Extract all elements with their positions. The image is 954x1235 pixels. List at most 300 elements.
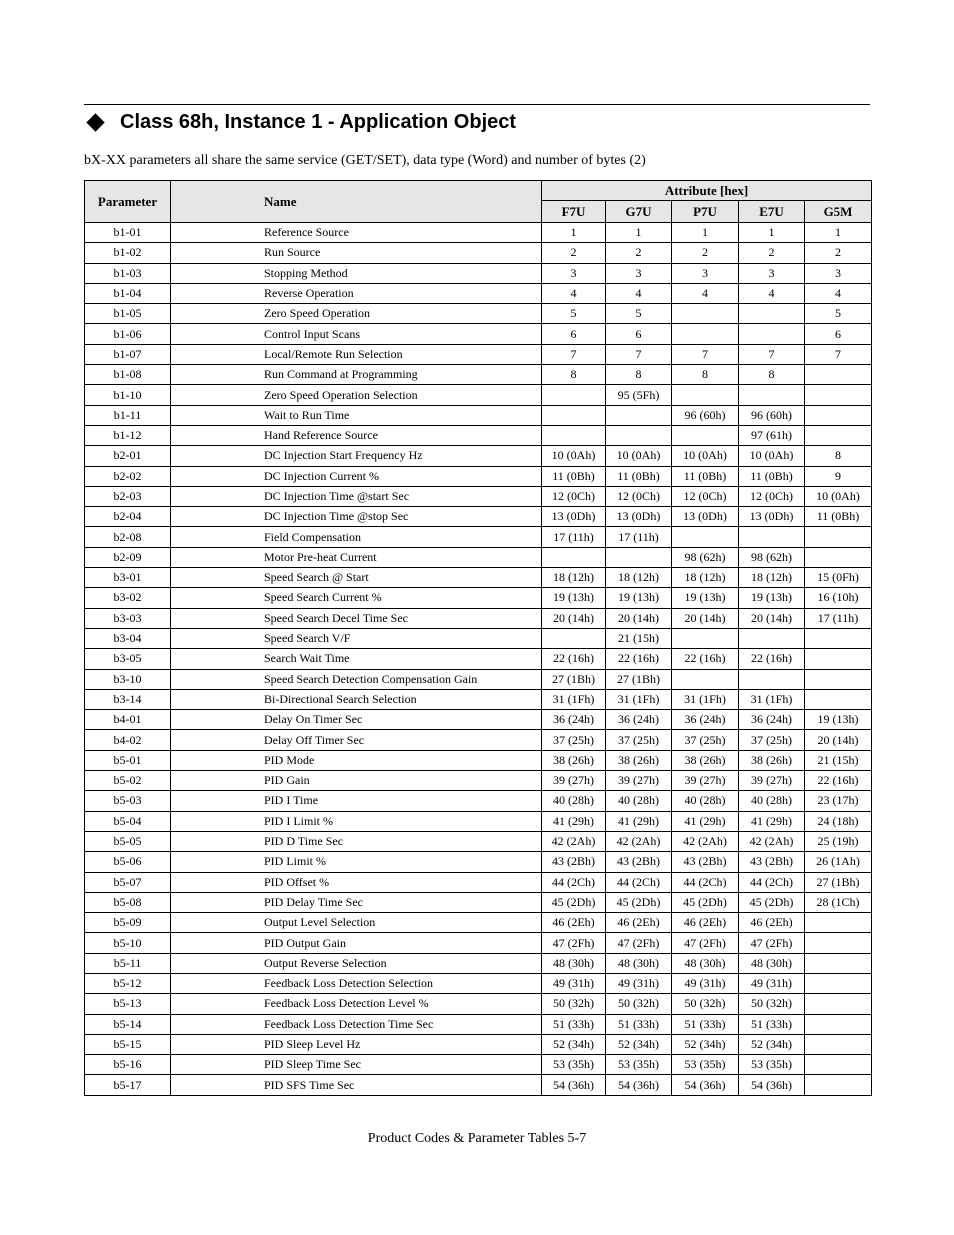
table-row: [85, 649, 872, 669]
column-header-model: G5M: [805, 201, 872, 223]
attribute-value: 17 (11h): [805, 608, 872, 628]
attribute-value: [606, 425, 672, 445]
attribute-value: 5: [805, 304, 872, 324]
column-header-model: E7U: [739, 201, 805, 223]
attribute-value: 19 (13h): [805, 710, 872, 730]
attribute-value: 52 (34h): [542, 1034, 606, 1054]
attribute-value: 49 (31h): [672, 973, 739, 993]
parameter-name: Hand Reference Source: [171, 425, 542, 445]
attribute-value: 43 (2Bh): [542, 852, 606, 872]
attribute-value: 8: [739, 365, 805, 385]
attribute-value: [805, 649, 872, 669]
attribute-value: 4: [672, 283, 739, 303]
attribute-value: 6: [606, 324, 672, 344]
table-row: [85, 852, 872, 872]
table-row: [85, 568, 872, 588]
attribute-value: 26 (1Ah): [805, 852, 872, 872]
attribute-value: [805, 1055, 872, 1075]
table-row: [85, 446, 872, 466]
attribute-value: [805, 385, 872, 405]
table-row: [85, 344, 872, 364]
table-row: [85, 669, 872, 689]
attribute-value: [672, 324, 739, 344]
parameter-name: Local/Remote Run Selection: [171, 344, 542, 364]
parameter-name: Speed Search V/F: [171, 628, 542, 648]
section-heading: [84, 108, 516, 136]
attribute-value: 97 (61h): [739, 425, 805, 445]
attribute-value: 10 (0Ah): [672, 446, 739, 466]
attribute-value: 42 (2Ah): [739, 831, 805, 851]
attribute-value: 11 (0Bh): [542, 466, 606, 486]
attribute-value: 42 (2Ah): [606, 831, 672, 851]
attribute-value: 11 (0Bh): [739, 466, 805, 486]
attribute-value: 36 (24h): [672, 710, 739, 730]
parameter-name: Field Compensation: [171, 527, 542, 547]
table-row: [85, 243, 872, 263]
table-row: [85, 1075, 872, 1095]
page-title: Class 68h, Instance 1 - Application Object: [120, 110, 517, 133]
parameter-code: b3-03: [85, 608, 171, 628]
attribute-value: 4: [739, 283, 805, 303]
attribute-value: [805, 1075, 872, 1095]
attribute-value: 18 (12h): [542, 568, 606, 588]
parameter-name: PID Sleep Time Sec: [171, 1055, 542, 1075]
parameter-name: Wait to Run Time: [171, 405, 542, 425]
attribute-value: 37 (25h): [672, 730, 739, 750]
column-header-attribute: Attribute [hex]: [542, 181, 872, 201]
attribute-value: 2: [542, 243, 606, 263]
attribute-value: 13 (0Dh): [672, 507, 739, 527]
attribute-value: 4: [542, 283, 606, 303]
attribute-value: 46 (2Eh): [739, 913, 805, 933]
column-header-parameter: Parameter: [85, 181, 171, 223]
attribute-value: [672, 628, 739, 648]
parameter-code: b5-09: [85, 913, 171, 933]
attribute-value: [805, 405, 872, 425]
attribute-value: 51 (33h): [672, 1014, 739, 1034]
attribute-value: 50 (32h): [542, 994, 606, 1014]
attribute-value: 48 (30h): [739, 953, 805, 973]
attribute-value: 54 (36h): [542, 1075, 606, 1095]
parameter-code: b1-10: [85, 385, 171, 405]
attribute-value: 54 (36h): [606, 1075, 672, 1095]
attribute-value: [805, 953, 872, 973]
table-row: [85, 628, 872, 648]
parameter-name: Delay Off Timer Sec: [171, 730, 542, 750]
parameter-name: Feedback Loss Detection Level %: [171, 994, 542, 1014]
attribute-value: 38 (26h): [739, 750, 805, 770]
page-footer: Product Codes & Parameter Tables 5-7: [367, 1131, 587, 1146]
parameter-code: b1-05: [85, 304, 171, 324]
parameter-code: b5-17: [85, 1075, 171, 1095]
attribute-value: 96 (60h): [672, 405, 739, 425]
attribute-value: [542, 547, 606, 567]
attribute-value: [739, 669, 805, 689]
attribute-value: [672, 425, 739, 445]
parameter-code: b2-04: [85, 507, 171, 527]
attribute-value: 1: [805, 223, 872, 243]
table-row: [85, 689, 872, 709]
parameter-code: b2-01: [85, 446, 171, 466]
attribute-value: 6: [542, 324, 606, 344]
attribute-value: 11 (0Bh): [805, 507, 872, 527]
attribute-value: 95 (5Fh): [606, 385, 672, 405]
parameter-name: Run Command at Programming: [171, 365, 542, 385]
parameter-name: Speed Search @ Start: [171, 568, 542, 588]
attribute-value: 20 (14h): [606, 608, 672, 628]
parameter-code: b5-07: [85, 872, 171, 892]
attribute-value: 4: [606, 283, 672, 303]
attribute-value: 40 (28h): [672, 791, 739, 811]
column-header-model: G7U: [606, 201, 672, 223]
attribute-value: [805, 527, 872, 547]
parameter-name: Output Reverse Selection: [171, 953, 542, 973]
table-row: [85, 405, 872, 425]
attribute-value: 40 (28h): [739, 791, 805, 811]
attribute-value: 48 (30h): [606, 953, 672, 973]
attribute-value: [672, 527, 739, 547]
attribute-value: 23 (17h): [805, 791, 872, 811]
attribute-value: 37 (25h): [542, 730, 606, 750]
parameter-code: b2-08: [85, 527, 171, 547]
attribute-value: 13 (0Dh): [606, 507, 672, 527]
attribute-value: 52 (34h): [739, 1034, 805, 1054]
attribute-value: 28 (1Ch): [805, 892, 872, 912]
parameter-name: Feedback Loss Detection Selection: [171, 973, 542, 993]
attribute-value: 17 (11h): [542, 527, 606, 547]
attribute-value: 20 (14h): [542, 608, 606, 628]
attribute-value: 12 (0Ch): [542, 486, 606, 506]
table-row: [85, 324, 872, 344]
attribute-value: 19 (13h): [672, 588, 739, 608]
attribute-value: 43 (2Bh): [606, 852, 672, 872]
attribute-value: 13 (0Dh): [542, 507, 606, 527]
parameter-name: Zero Speed Operation: [171, 304, 542, 324]
attribute-value: 8: [606, 365, 672, 385]
parameter-name: PID I Limit %: [171, 811, 542, 831]
attribute-value: 1: [672, 223, 739, 243]
attribute-value: 22 (16h): [606, 649, 672, 669]
parameter-name: Reverse Operation: [171, 283, 542, 303]
parameter-table: [84, 180, 872, 1096]
attribute-value: 2: [606, 243, 672, 263]
parameter-code: b5-01: [85, 750, 171, 770]
attribute-value: 31 (1Fh): [672, 689, 739, 709]
attribute-value: 54 (36h): [739, 1075, 805, 1095]
attribute-value: 22 (16h): [542, 649, 606, 669]
attribute-value: 2: [672, 243, 739, 263]
attribute-value: 21 (15h): [606, 628, 672, 648]
table-row: [85, 710, 872, 730]
attribute-value: 7: [739, 344, 805, 364]
parameter-code: b1-11: [85, 405, 171, 425]
parameter-code: b5-16: [85, 1055, 171, 1075]
parameter-code: b5-02: [85, 771, 171, 791]
attribute-value: 8: [542, 365, 606, 385]
table-row: [85, 608, 872, 628]
parameter-code: b3-10: [85, 669, 171, 689]
parameter-name: Run Source: [171, 243, 542, 263]
attribute-value: 10 (0Ah): [542, 446, 606, 466]
table-row: [85, 283, 872, 303]
table-row: [85, 547, 872, 567]
attribute-value: 10 (0Ah): [739, 446, 805, 466]
attribute-value: [805, 425, 872, 445]
attribute-value: 1: [542, 223, 606, 243]
table-row: [85, 507, 872, 527]
parameter-code: b5-11: [85, 953, 171, 973]
header-rule: [84, 104, 870, 105]
attribute-value: 4: [805, 283, 872, 303]
table-row: [85, 730, 872, 750]
attribute-value: 31 (1Fh): [542, 689, 606, 709]
attribute-value: 31 (1Fh): [739, 689, 805, 709]
table-row: [85, 872, 872, 892]
attribute-value: 27 (1Bh): [542, 669, 606, 689]
attribute-value: [739, 527, 805, 547]
attribute-value: 22 (16h): [805, 771, 872, 791]
attribute-value: 36 (24h): [739, 710, 805, 730]
attribute-value: 43 (2Bh): [739, 852, 805, 872]
attribute-value: 40 (28h): [606, 791, 672, 811]
parameter-name: PID SFS Time Sec: [171, 1075, 542, 1095]
attribute-value: 37 (25h): [606, 730, 672, 750]
attribute-value: [805, 1014, 872, 1034]
attribute-value: 50 (32h): [672, 994, 739, 1014]
attribute-value: 10 (0Ah): [606, 446, 672, 466]
attribute-value: [542, 385, 606, 405]
table-row: [85, 304, 872, 324]
parameter-code: b1-01: [85, 223, 171, 243]
attribute-value: 39 (27h): [672, 771, 739, 791]
parameter-code: b2-02: [85, 466, 171, 486]
attribute-value: 98 (62h): [672, 547, 739, 567]
parameter-code: b3-04: [85, 628, 171, 648]
parameter-name: PID Sleep Level Hz: [171, 1034, 542, 1054]
table-row: [85, 385, 872, 405]
attribute-value: 52 (34h): [606, 1034, 672, 1054]
attribute-value: 38 (26h): [606, 750, 672, 770]
attribute-value: 1: [606, 223, 672, 243]
attribute-value: 22 (16h): [672, 649, 739, 669]
attribute-value: [805, 1034, 872, 1054]
parameter-code: b5-12: [85, 973, 171, 993]
diamond-bullet-icon: [86, 113, 104, 131]
parameter-code: b4-01: [85, 710, 171, 730]
parameter-code: b1-03: [85, 263, 171, 283]
attribute-value: 15 (0Fh): [805, 568, 872, 588]
table-row: [85, 973, 872, 993]
attribute-value: 47 (2Fh): [606, 933, 672, 953]
attribute-value: 31 (1Fh): [606, 689, 672, 709]
attribute-value: 18 (12h): [739, 568, 805, 588]
parameter-name: Output Level Selection: [171, 913, 542, 933]
column-header-model: P7U: [672, 201, 739, 223]
attribute-value: [542, 425, 606, 445]
attribute-value: 12 (0Ch): [606, 486, 672, 506]
attribute-value: 53 (35h): [542, 1055, 606, 1075]
attribute-value: 41 (29h): [739, 811, 805, 831]
attribute-value: [805, 547, 872, 567]
attribute-value: 38 (26h): [672, 750, 739, 770]
parameter-name: Stopping Method: [171, 263, 542, 283]
table-row: [85, 791, 872, 811]
attribute-value: 16 (10h): [805, 588, 872, 608]
attribute-value: [672, 385, 739, 405]
attribute-value: 3: [805, 263, 872, 283]
attribute-value: 11 (0Bh): [606, 466, 672, 486]
attribute-value: 36 (24h): [542, 710, 606, 730]
table-row: [85, 892, 872, 912]
attribute-value: 53 (35h): [739, 1055, 805, 1075]
parameter-name: DC Injection Start Frequency Hz: [171, 446, 542, 466]
attribute-value: 19 (13h): [606, 588, 672, 608]
table-row: [85, 486, 872, 506]
parameter-code: b1-06: [85, 324, 171, 344]
attribute-value: 42 (2Ah): [672, 831, 739, 851]
table-row: [85, 588, 872, 608]
parameter-name: DC Injection Time @stop Sec: [171, 507, 542, 527]
table-row: [85, 953, 872, 973]
attribute-value: 47 (2Fh): [672, 933, 739, 953]
table-body: [85, 223, 872, 1096]
parameter-name: PID Gain: [171, 771, 542, 791]
table-row: [85, 1055, 872, 1075]
attribute-value: 47 (2Fh): [542, 933, 606, 953]
parameter-code: b5-03: [85, 791, 171, 811]
parameter-code: b5-06: [85, 852, 171, 872]
parameter-name: Delay On Timer Sec: [171, 710, 542, 730]
attribute-value: 39 (27h): [542, 771, 606, 791]
attribute-value: 3: [672, 263, 739, 283]
attribute-value: 40 (28h): [542, 791, 606, 811]
attribute-value: 3: [739, 263, 805, 283]
attribute-value: 3: [606, 263, 672, 283]
attribute-value: 27 (1Bh): [606, 669, 672, 689]
attribute-value: 18 (12h): [672, 568, 739, 588]
table-row: [85, 223, 872, 243]
attribute-value: 48 (30h): [672, 953, 739, 973]
attribute-value: 7: [542, 344, 606, 364]
attribute-value: 46 (2Eh): [542, 913, 606, 933]
attribute-value: 8: [805, 446, 872, 466]
attribute-value: 19 (13h): [739, 588, 805, 608]
table-row: [85, 994, 872, 1014]
column-header-name: Name: [171, 181, 542, 223]
parameter-name: Motor Pre-heat Current: [171, 547, 542, 567]
attribute-value: 54 (36h): [672, 1075, 739, 1095]
attribute-value: [542, 405, 606, 425]
parameter-name: DC Injection Time @start Sec: [171, 486, 542, 506]
attribute-value: 5: [542, 304, 606, 324]
attribute-value: 19 (13h): [542, 588, 606, 608]
table-row: [85, 1014, 872, 1034]
attribute-value: [805, 365, 872, 385]
attribute-value: [672, 304, 739, 324]
parameter-code: b5-15: [85, 1034, 171, 1054]
parameter-code: b5-04: [85, 811, 171, 831]
parameter-name: PID Delay Time Sec: [171, 892, 542, 912]
table-row: [85, 263, 872, 283]
attribute-value: [805, 933, 872, 953]
table-row: [85, 913, 872, 933]
attribute-value: 51 (33h): [542, 1014, 606, 1034]
attribute-value: 41 (29h): [606, 811, 672, 831]
parameter-name: Speed Search Decel Time Sec: [171, 608, 542, 628]
attribute-value: 21 (15h): [805, 750, 872, 770]
table-row: [85, 831, 872, 851]
parameter-code: b2-09: [85, 547, 171, 567]
column-header-model: F7U: [542, 201, 606, 223]
attribute-value: 17 (11h): [606, 527, 672, 547]
attribute-value: [805, 973, 872, 993]
attribute-value: 44 (2Ch): [542, 872, 606, 892]
attribute-value: 12 (0Ch): [739, 486, 805, 506]
attribute-value: [542, 628, 606, 648]
parameter-code: b3-02: [85, 588, 171, 608]
attribute-value: 36 (24h): [606, 710, 672, 730]
attribute-value: 5: [606, 304, 672, 324]
attribute-value: 45 (2Dh): [606, 892, 672, 912]
table-row: [85, 527, 872, 547]
attribute-value: 1: [739, 223, 805, 243]
intro-text: bX-XX parameters all share the same service (GET/SET), data type (Word) and number of bytes (2): [84, 153, 646, 168]
attribute-value: 20 (14h): [739, 608, 805, 628]
attribute-value: [805, 689, 872, 709]
table-row: [85, 811, 872, 831]
table-row: [85, 466, 872, 486]
attribute-value: [805, 669, 872, 689]
attribute-value: [606, 405, 672, 425]
attribute-value: 51 (33h): [739, 1014, 805, 1034]
attribute-value: 47 (2Fh): [739, 933, 805, 953]
attribute-value: 50 (32h): [739, 994, 805, 1014]
attribute-value: 45 (2Dh): [739, 892, 805, 912]
parameter-name: PID Mode: [171, 750, 542, 770]
attribute-value: 43 (2Bh): [672, 852, 739, 872]
parameter-code: b5-05: [85, 831, 171, 851]
attribute-value: 39 (27h): [739, 771, 805, 791]
table-row: [85, 771, 872, 791]
attribute-value: 12 (0Ch): [672, 486, 739, 506]
parameter-name: PID Output Gain: [171, 933, 542, 953]
attribute-value: 42 (2Ah): [542, 831, 606, 851]
parameter-code: b3-05: [85, 649, 171, 669]
attribute-value: 49 (31h): [739, 973, 805, 993]
attribute-value: 10 (0Ah): [805, 486, 872, 506]
attribute-value: [805, 994, 872, 1014]
parameter-name: PID I Time: [171, 791, 542, 811]
attribute-value: 50 (32h): [606, 994, 672, 1014]
parameter-name: DC Injection Current %: [171, 466, 542, 486]
attribute-value: 37 (25h): [739, 730, 805, 750]
parameter-name: Search Wait Time: [171, 649, 542, 669]
attribute-value: 44 (2Ch): [739, 872, 805, 892]
parameter-name: PID D Time Sec: [171, 831, 542, 851]
parameter-code: b2-03: [85, 486, 171, 506]
attribute-value: 11 (0Bh): [672, 466, 739, 486]
attribute-value: 22 (16h): [739, 649, 805, 669]
parameter-code: b1-08: [85, 365, 171, 385]
parameter-name: Feedback Loss Detection Time Sec: [171, 1014, 542, 1034]
attribute-value: 6: [805, 324, 872, 344]
table-row: [85, 933, 872, 953]
attribute-value: 7: [805, 344, 872, 364]
attribute-value: [739, 304, 805, 324]
parameter-code: b3-14: [85, 689, 171, 709]
parameter-code: b1-12: [85, 425, 171, 445]
attribute-value: 46 (2Eh): [672, 913, 739, 933]
